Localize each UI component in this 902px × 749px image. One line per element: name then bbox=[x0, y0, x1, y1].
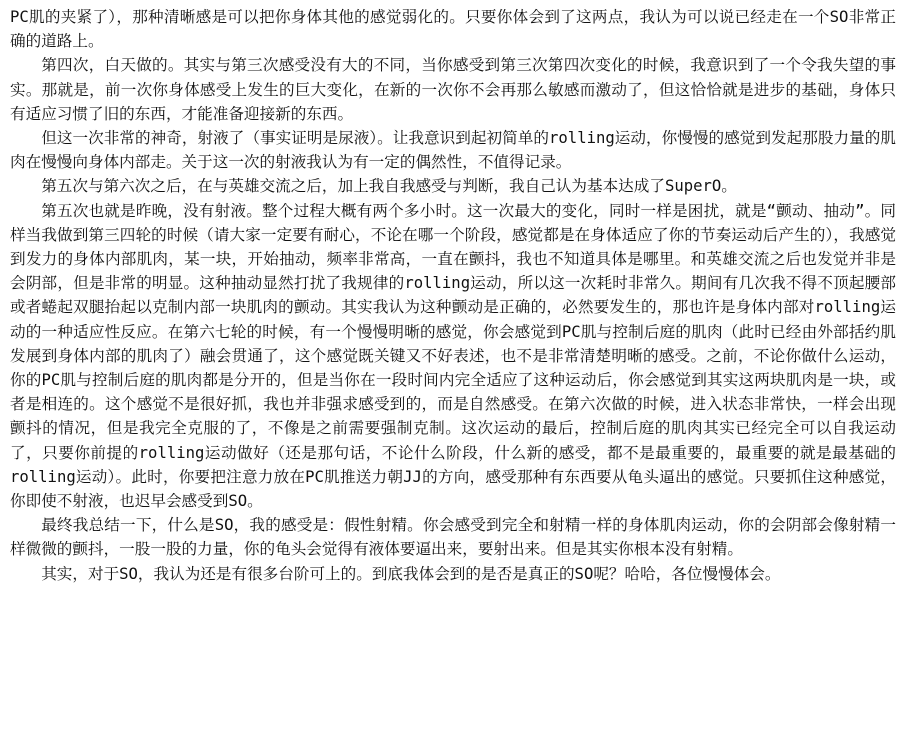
paragraph-7: 其实，对于SO，我认为还是有很多台阶可上的。到底我体会到的是否是真正的SO呢？哈哈，各位慢慢体会。 bbox=[41, 564, 781, 583]
paragraph-5: 第五次也就是昨晚，没有射液。整个过程大概有两个多小时。这一次最大的变化，同时一样是困扰，就是“颤动、抽动”。同样当我做到第三四轮的时候（请大家一定要有耐心，不论在哪一个阶段，感觉都是在身体适应了你的节奏运动后产生的），我感觉到发力的身体内部肌肉，某一块，开始抽动，频率非常高，一直在颤抖，我也不知道具体是哪里。和英雄交流之后也发觉并非是会阴部，但是非常的明显。这种抽动显然打扰了我规律的rolling运动，所以这一次耗时非常久。期间有几次我不得不顶起腰部或者蜷起双腿抬起以克制内部一块肌肉的颤动。其实我认为这种颤动是正确的，必然要发生的，那也许是身体内部对rolling运动的一种适应性反应。在第六七轮的时候，有一个慢慢明晰的感觉，你会感觉到PC肌与控制后庭的肌肉（此时已经由外部括约肌发展到身体内部的肌肉了）融会贯通了，这个感觉既关键又不好表述，也不是非常清楚明晰的感受。之前，不论你做什么运动，你的PC肌与控制后庭的肌肉都是分开的，但是当你在一段时间内完全适应了这种运动后，你会感觉到其实这两块肌肉是一块，或者是相连的。这个感觉不是很好抓，我也并非强求感受到的，而是自然感受。在第六次做的时候，进入状态非常快，一样会出现颤抖的情况，但是我完全克服的了，不像是之前需要强制克制。这次运动的最后，控制后庭的肌肉其实已经完全可以自我运动了，只要你前提的rolling运动做好（还是那句话，不论什么阶段，什么新的感受，都不是最重要的，最重要的就是最基础的rolling运动）。此时，你要把注意力放在PC肌推送力朝JJ的方向，感受那种有东西要从龟头逼出的感觉。只要抓住这种感觉，你即使不射液，也迟早会感受到SO。 bbox=[10, 201, 896, 511]
paragraph-2: 第四次，白天做的。其实与第三次感受没有大的不同，当你感受到第三次第四次变化的时候，我意识到了一个令我失望的事实。那就是，前一次你身体感受上发生的巨大变化，在新的一次你不会再那么敏感而激动了，但这恰恰就是进步的基础，身体只有适应习惯了旧的东西，才能准备迎接新的东西。 bbox=[10, 56, 896, 123]
paragraph-3: 但这一次非常的神奇，射液了（事实证明是尿液）。让我意识到起初简单的rolling运动，你慢慢的感觉到发起那股力量的肌肉在慢慢向身体内部走。关于这一次的射液我认为有一定的偶然性，不值得记录。 bbox=[10, 129, 896, 172]
paragraph-4: 第五次与第六次之后，在与英雄交流之后，加上我自我感受与判断，我自己认为基本达成了SuperO。 bbox=[41, 177, 737, 196]
paragraph-6: 最终我总结一下，什么是SO，我的感受是：假性射精。你会感受到完全和射精一样的身体肌肉运动，你的会阴部会像射精一样微微的颤抖，一股一股的力量，你的龟头会觉得有液体要逼出来，要射出来。但是其实你根本没有射精。 bbox=[10, 516, 896, 559]
paragraph-1: PC肌的夹紧了），那种清晰感是可以把你身体其他的感觉弱化的。只要你体会到了这两点，我认为可以说已经走在一个SO非常正确的道路上。 bbox=[10, 8, 896, 51]
